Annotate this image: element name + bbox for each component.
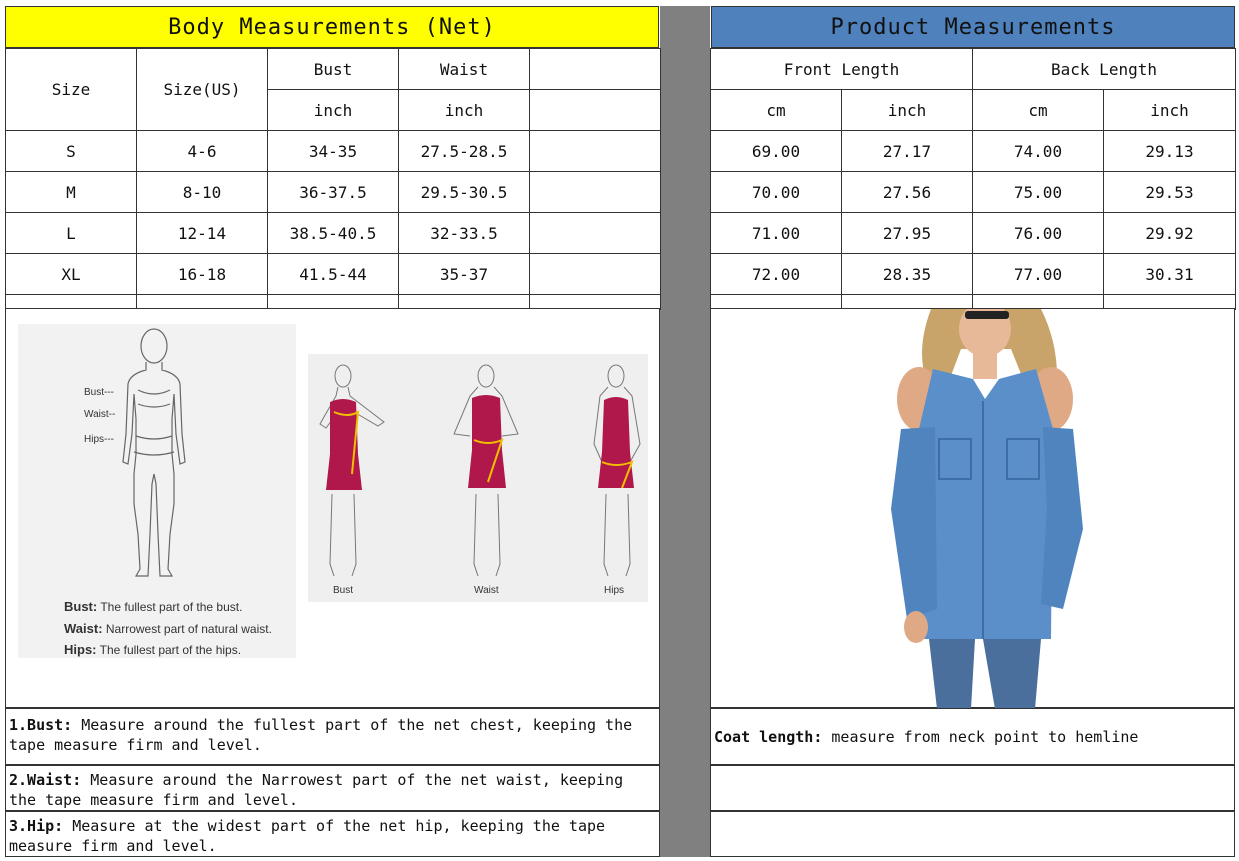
note-hip-key: 3.Hip: [9,817,64,835]
legend-waist [64,621,272,636]
size-cell: L [6,213,137,254]
unit-inch: inch [1104,90,1236,131]
bust-cell: 34-35 [268,131,399,172]
empty-note-cell [710,811,1235,857]
note-hip-text: Measure at the widest part of the net hip, keeping the tape measure firm and level. [9,817,606,855]
table-row [711,213,1236,254]
empty-note-cell [710,765,1235,811]
note-hip [5,811,660,857]
empty-cell [530,213,661,254]
table-row [6,254,661,295]
front-inch-cell: 28.35 [842,254,973,295]
hips-marker-label: Hips--- [84,434,114,445]
size-cell: S [6,131,137,172]
header-size-us: Size(US) [137,49,268,131]
size-cell: XL [6,254,137,295]
front-inch-cell: 27.17 [842,131,973,172]
legend-hips [64,642,241,657]
note-waist [5,765,660,811]
table-row [711,254,1236,295]
legend-hips-key: Hips: [64,642,97,657]
table-row [6,172,661,213]
dress-measurement-figures [308,354,648,602]
legend-hips-text: The fullest part of the hips. [99,643,242,657]
product-measurements-table [710,48,1236,310]
legend-bust-text: The fullest part of the bust. [100,600,243,614]
dress-figures-icon [308,354,648,602]
header-front-length: Front Length [711,49,973,90]
legend-waist-key: Waist: [64,621,103,636]
body-measurements-title: Body Measurements (Net) [168,14,496,40]
back-cm-cell: 74.00 [973,131,1104,172]
waist-cell: 27.5-28.5 [399,131,530,172]
front-cm-cell: 72.00 [711,254,842,295]
unit-waist: inch [399,90,530,131]
caption-waist: Waist [474,585,499,596]
front-inch-cell: 27.56 [842,172,973,213]
note-coat-key: Coat length: [714,728,823,746]
empty-cell [530,131,661,172]
size-us-cell: 16-18 [137,254,268,295]
bust-cell: 41.5-44 [268,254,399,295]
back-cm-cell: 76.00 [973,213,1104,254]
note-coat-text: measure from neck point to hemline [822,728,1139,746]
note-bust-text: Measure around the fullest part of the net chest, keeping the tape measure firm and level. [9,716,633,754]
front-cm-cell: 70.00 [711,172,842,213]
divider-column [660,6,710,857]
back-cm-cell: 75.00 [973,172,1104,213]
back-inch-cell: 29.92 [1104,213,1236,254]
unit-cm: cm [973,90,1104,131]
note-waist-text: Measure around the Narrowest part of the net waist, keeping the tape measure firm and level. [9,771,624,809]
legend-bust-key: Bust: [64,599,98,614]
legend-bust [64,599,242,614]
body-measurements-table [5,48,661,310]
caption-hips: Hips [604,585,625,596]
body-outline-figure [18,324,296,658]
unit-cm: cm [711,90,842,131]
size-cell: M [6,172,137,213]
product-photo-area [710,308,1235,708]
waist-cell: 32-33.5 [399,213,530,254]
empty-cell [530,254,661,295]
table-row [711,172,1236,213]
note-coat-length [710,708,1235,765]
unit-bust: inch [268,90,399,131]
header-back-length: Back Length [973,49,1236,90]
front-cm-cell: 69.00 [711,131,842,172]
waist-marker-label: Waist-- [84,409,116,420]
table-row [6,131,661,172]
size-us-cell: 8-10 [137,172,268,213]
model-photo-icon [711,309,1236,709]
size-us-cell: 4-6 [137,131,268,172]
empty-cell [530,90,661,131]
waist-cell: 29.5-30.5 [399,172,530,213]
front-cm-cell: 71.00 [711,213,842,254]
note-bust-key: 1.Bust: [9,716,73,734]
size-us-cell: 12-14 [137,213,268,254]
back-inch-cell: 29.13 [1104,131,1236,172]
table-row [711,131,1236,172]
back-inch-cell: 30.31 [1104,254,1236,295]
empty-cell [530,49,661,90]
table-row [6,213,661,254]
bust-cell: 36-37.5 [268,172,399,213]
header-waist: Waist [399,49,530,90]
bust-marker-label: Bust--- [84,387,114,398]
note-waist-key: 2.Waist: [9,771,82,789]
header-size: Size [6,49,137,131]
unit-inch: inch [842,90,973,131]
product-measurements-title: Product Measurements [830,14,1116,40]
caption-bust: Bust [333,585,354,596]
back-inch-cell: 29.53 [1104,172,1236,213]
back-cm-cell: 77.00 [973,254,1104,295]
front-inch-cell: 27.95 [842,213,973,254]
body-measurements-header [5,6,659,48]
product-measurements-header [711,6,1235,48]
note-bust [5,708,660,765]
header-bust: Bust [268,49,399,90]
legend-waist-text: Narrowest part of natural waist. [105,622,272,636]
waist-cell: 35-37 [399,254,530,295]
empty-cell [530,172,661,213]
bust-cell: 38.5-40.5 [268,213,399,254]
